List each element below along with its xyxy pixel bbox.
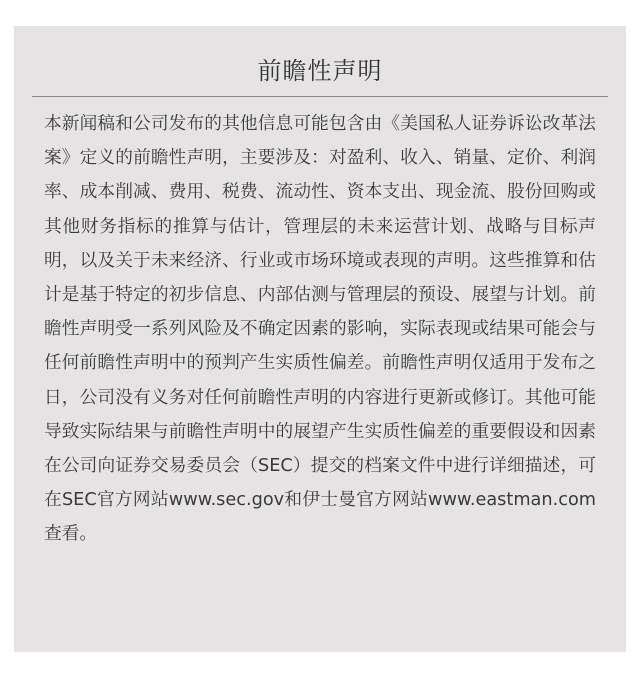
forward-looking-statement-panel bbox=[14, 26, 626, 652]
statement-body: 本新闻稿和公司发布的其他信息可能包含由《美国私人证券诉讼改革法案》定义的前瞻性声明，主要涉及：对盈利、收入、销量、定价、利润率、成本削减、费用、税费、流动性、资本支出、现金流、股份回购或其他财务指标的推算与估计，管理层的未来运营计划、战略与目标声明，以及关于未来经济、行业或市场环境或表现的声明。这些推算和估计是基于特定的初步信息、内部估测与管理层的预设、展望与计划。前瞻性声明受一系列风险及不确定因素的影响，实际表现或结果可能会与任何前瞻性声明中的预判产生实质性偏差。前瞻性声明仅适用于发布之日，公司没有义务对任何前瞻性声明的内容进行更新或修订。其他可能导致实际结果与前瞻性声明中的展望产生实质性偏差的重要假设和因素在公司向证券交易委员会（SEC）提交的档案文件中进行详细描述，可在SEC官方网站www.sec.gov和伊士曼官方网站www.eastman.com查看。 bbox=[44, 114, 596, 545]
statement-title: 前瞻性声明 bbox=[257, 57, 383, 85]
title-divider bbox=[32, 96, 608, 97]
